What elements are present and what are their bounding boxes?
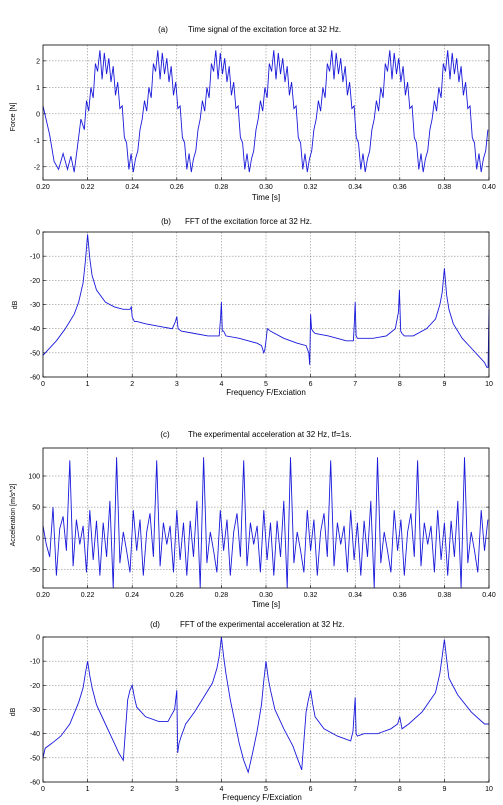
x-tick-label: 0.24	[125, 592, 140, 599]
panel-d-xlabel: Frequency F/Exciation	[222, 793, 302, 802]
y-tick-label: -50	[29, 755, 40, 763]
x-tick-label: 0.20	[36, 184, 50, 191]
x-tick-label: 0.26	[169, 184, 184, 191]
panel-a-title: Time signal of the excitation force at 32 Hz.	[188, 25, 342, 34]
x-tick-label: 2	[130, 786, 135, 793]
y-tick-label: 0	[36, 111, 40, 119]
x-tick-label: 5	[264, 381, 268, 388]
x-tick-label: 0.24	[125, 184, 140, 191]
y-tick-label: -50	[29, 350, 40, 358]
x-tick-label: 0.22	[80, 184, 95, 191]
panel-c-tag: (c)	[160, 430, 170, 439]
plot-area-d	[30, 635, 493, 794]
x-tick-label: 1	[85, 381, 90, 388]
panel-a-tag: (a)	[158, 25, 168, 34]
x-tick-label: 0	[41, 786, 45, 793]
x-tick-label: 0.30	[259, 592, 273, 599]
panel-b	[12, 217, 493, 397]
x-tick-label: 3	[174, 381, 179, 388]
x-tick-label: 0.22	[80, 592, 95, 599]
panel-b-ylabel: dB	[12, 300, 19, 310]
panel-d-ylabel: dB	[10, 707, 17, 717]
x-tick-label: 0.28	[214, 592, 229, 599]
x-tick-label: 4	[219, 786, 224, 793]
x-tick-label: 0.32	[303, 592, 318, 599]
panel-d	[10, 620, 493, 802]
x-tick-label: 0.26	[169, 592, 184, 599]
x-tick-label: 1	[85, 786, 90, 793]
x-tick-label: 0.36	[392, 184, 407, 191]
x-tick-label: 0.38	[437, 184, 452, 191]
panel-c	[10, 430, 496, 609]
y-tick-label: -40	[29, 326, 40, 334]
plot-area-c	[28, 448, 496, 599]
x-tick-label: 0.30	[259, 184, 273, 191]
y-tick-label: -30	[29, 302, 40, 309]
x-tick-label: 7	[353, 786, 358, 793]
x-tick-label: 8	[397, 381, 402, 388]
x-tick-label: 9	[442, 381, 447, 388]
panel-d-tag: (d)	[150, 620, 160, 629]
y-tick-label: -60	[29, 374, 40, 382]
panel-a	[10, 25, 496, 202]
y-tick-label: -30	[29, 707, 40, 714]
x-tick-label: 6	[308, 786, 313, 793]
y-tick-label: -40	[29, 731, 40, 739]
y-tick-label: -20	[29, 682, 40, 690]
y-tick-label: -10	[29, 658, 40, 666]
x-tick-label: 0.34	[348, 184, 363, 191]
x-tick-label: 0	[41, 381, 45, 388]
x-tick-label: 0.20	[36, 592, 50, 599]
x-tick-label: 0.28	[214, 184, 229, 191]
x-tick-label: 0.40	[482, 184, 496, 191]
y-tick-label: -60	[29, 779, 40, 787]
plot-area-b	[30, 230, 493, 389]
panel-b-title: FFT of the excitation force at 32 Hz.	[185, 217, 313, 226]
y-tick-label: 0	[36, 634, 40, 642]
x-tick-label: 0.36	[392, 592, 407, 599]
y-tick-label: 1	[36, 84, 40, 92]
x-tick-label: 10	[485, 786, 493, 793]
x-tick-label: 4	[219, 381, 224, 388]
x-tick-label: 0.32	[303, 184, 318, 191]
panel-c-ylabel: Acceleration [m/s^2]	[10, 483, 17, 547]
panel-b-xlabel: Frequency F/Exciation	[226, 388, 306, 397]
plot-area-a	[34, 45, 496, 191]
y-tick-label: -2	[33, 164, 40, 172]
series-line-c	[43, 457, 488, 588]
x-tick-label: 5	[264, 786, 268, 793]
panel-b-tag: (b)	[161, 217, 171, 226]
y-tick-label: 0	[36, 535, 40, 543]
panel-d-title: FFT of the experimental acceleration at 32 Hz.	[180, 620, 345, 629]
y-tick-label: 2	[36, 58, 40, 66]
panel-a-ylabel: Force [N]	[10, 102, 17, 132]
y-tick-label: 100	[28, 473, 40, 481]
panel-c-xlabel: Time [s]	[251, 600, 281, 609]
x-tick-label: 0.34	[348, 592, 363, 599]
x-tick-label: 6	[308, 381, 313, 388]
y-tick-label: -20	[29, 277, 40, 285]
panel-c-title: The experimental acceleration at 32 Hz, tf=1s.	[188, 430, 352, 439]
x-tick-label: 8	[397, 786, 402, 793]
y-tick-label: -50	[29, 566, 40, 574]
y-tick-label: -10	[29, 253, 40, 261]
x-tick-label: 2	[130, 381, 135, 388]
y-tick-label: 0	[36, 229, 40, 237]
x-tick-label: 9	[442, 786, 447, 793]
series-line-a	[43, 50, 488, 172]
x-tick-label: 3	[174, 786, 179, 793]
x-tick-label: 0.40	[482, 592, 496, 599]
x-tick-label: 10	[485, 381, 493, 388]
y-tick-label: -1	[33, 137, 40, 145]
y-tick-label: 50	[32, 504, 40, 512]
x-tick-label: 0.38	[437, 592, 452, 599]
x-tick-label: 7	[353, 381, 358, 388]
panel-a-xlabel: Time [s]	[251, 193, 281, 202]
